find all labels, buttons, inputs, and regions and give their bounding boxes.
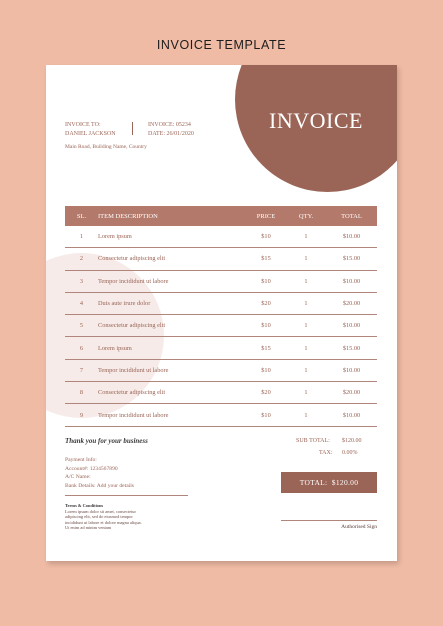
row-total: $15.00 <box>342 344 361 352</box>
row-description: Tempor incididunt ut labore <box>98 277 169 285</box>
table-row <box>65 337 377 359</box>
row-price: $15 <box>261 255 271 263</box>
header-description: ITEM DESCRIPTION <box>98 212 158 220</box>
invoice-sheet <box>46 65 397 561</box>
signature-label: Authorised Sign <box>341 524 377 530</box>
row-sl: 7 <box>79 366 84 374</box>
row-price: $10 <box>261 366 271 374</box>
row-description: Duis aute irure dolor <box>98 300 151 308</box>
row-description: Lorem ipsum <box>98 233 132 241</box>
thanks-note: Thank you for your business <box>65 437 148 445</box>
row-price: $20 <box>261 300 271 308</box>
terms-block <box>65 503 142 531</box>
payment-info <box>65 456 134 490</box>
row-price: $10 <box>261 233 271 241</box>
row-description: Tempor incididunt ut labore <box>98 366 169 374</box>
terms-line: Ut enim ad minim veniam <box>65 525 112 531</box>
table-row <box>65 404 377 426</box>
row-price: $15 <box>261 344 271 352</box>
invoice-date: DATE: 26/01/2020 <box>148 130 194 137</box>
table-row <box>65 315 377 337</box>
terms-line: incididunt ut labore et dolore magna aliqua. <box>65 519 142 525</box>
row-price: $10 <box>261 411 271 419</box>
row-sl: 2 <box>79 255 84 263</box>
row-qty: 1 <box>304 389 308 397</box>
row-price: $20 <box>261 389 271 397</box>
invoice-number: INVOICE: 05234 <box>148 122 191 128</box>
subtotal-value: $120.00 <box>342 438 362 444</box>
row-price: $10 <box>261 277 271 285</box>
row-description: Consectetur adipiscing elit <box>98 255 166 263</box>
row-sl: 8 <box>79 389 84 397</box>
header-qty: QTY. <box>298 212 314 220</box>
row-total: $20.00 <box>342 389 361 397</box>
table-row <box>65 293 377 315</box>
invoice-number-block <box>148 121 194 138</box>
table-row <box>65 248 377 270</box>
row-total: $10.00 <box>342 233 361 241</box>
signature-line <box>281 520 377 521</box>
page-heading: INVOICE TEMPLATE <box>156 38 287 52</box>
header-price: PRICE <box>256 212 276 220</box>
row-qty: 1 <box>304 277 308 285</box>
row-sl: 6 <box>79 344 84 352</box>
invoice-to-name: DANIEL JACKSON <box>65 130 116 137</box>
table-row <box>65 271 377 293</box>
meta-divider <box>132 122 133 135</box>
table-row <box>65 360 377 382</box>
row-qty: 1 <box>304 366 308 374</box>
invoice-title: INVOICE <box>269 108 363 133</box>
terms-line: Lorem ipsum dolor sit amet, consectetur <box>65 508 136 514</box>
table-body <box>65 226 377 427</box>
subtotal-label: SUB TOTAL: <box>296 438 330 444</box>
payment-line: Bank Details: Add your details <box>65 482 134 489</box>
payment-line: A/C Name: <box>65 474 91 480</box>
row-qty: 1 <box>304 233 308 241</box>
row-qty: 1 <box>304 255 308 263</box>
row-total: $15.00 <box>342 255 361 263</box>
tax-label: TAX: <box>319 450 333 456</box>
header-sl: SL. <box>76 212 87 220</box>
payment-line: Payment Info: <box>65 457 97 463</box>
row-sl: 4 <box>79 300 84 308</box>
row-sl: 9 <box>79 411 84 419</box>
total-label: TOTAL: <box>299 478 328 487</box>
payment-line: Account#: 1234567890 <box>65 465 118 472</box>
row-sl: 5 <box>79 322 84 330</box>
items-table <box>65 206 377 427</box>
row-description: Tempor incididunt ut labore <box>98 411 169 419</box>
invoice-address: Main Road, Building Name, Country <box>65 144 147 150</box>
terms-line: adipiscing elit, sed do eiusmod tempor <box>65 514 133 520</box>
row-qty: 1 <box>304 300 308 308</box>
row-sl: 3 <box>79 277 84 285</box>
row-total: $10.00 <box>342 277 361 285</box>
tax-value: 0.00% <box>342 450 358 456</box>
row-description: Lorem ipsum <box>98 344 132 352</box>
invoice-to-block <box>65 121 116 138</box>
payment-divider <box>65 495 188 496</box>
row-qty: 1 <box>304 322 308 330</box>
row-qty: 1 <box>304 344 308 352</box>
row-total: $20.00 <box>342 300 361 308</box>
table-row <box>65 226 377 248</box>
row-qty: 1 <box>304 411 308 419</box>
table-row <box>65 382 377 404</box>
terms-title: Terms & Conditions <box>65 503 104 508</box>
row-price: $10 <box>261 322 271 330</box>
row-description: Consectetur adipiscing elit <box>98 322 166 330</box>
invoice-to-label: INVOICE TO: <box>65 122 101 128</box>
row-sl: 1 <box>79 233 84 241</box>
total-value: $120.00 <box>331 478 359 487</box>
table-header <box>65 206 377 226</box>
header-total: TOTAL <box>341 212 362 220</box>
grand-total <box>281 472 377 493</box>
row-total: $10.00 <box>342 411 361 419</box>
row-total: $10.00 <box>342 322 361 330</box>
row-total: $10.00 <box>342 366 361 374</box>
row-description: Consectetur adipiscing elit <box>98 389 166 397</box>
